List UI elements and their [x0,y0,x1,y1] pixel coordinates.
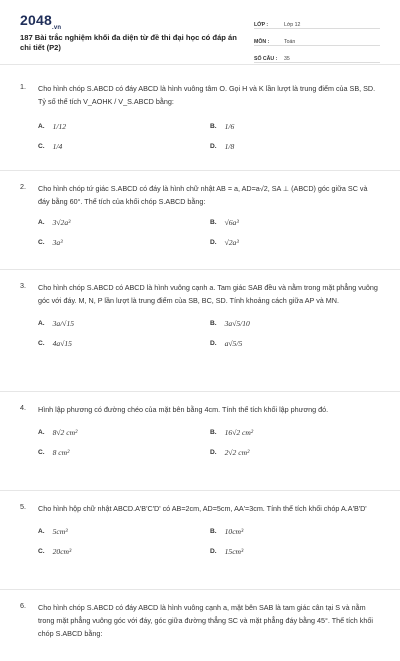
answer-option-a[interactable] [38,116,210,136]
meta-value: Toán [284,39,296,45]
meta-row-subject [254,31,380,46]
answer-option-d[interactable] [210,541,360,561]
document-meta [254,14,380,65]
option-letter: A. [38,428,45,436]
question-item [0,70,400,171]
logo-suffix: .vn [51,24,62,31]
question-number: 1. [20,82,26,91]
answer-options [38,422,380,462]
option-value: √6a³ [224,217,239,227]
option-value: 3a/√15 [52,318,75,328]
meta-value: 35 [284,56,290,62]
option-value: 8√2 cm² [52,427,78,437]
question-text: Cho hình chóp S.ABCD có đáy ABCD là hình vuông cạnh a, mặt bên SAB là tam giác cân tại S và nằm trong mặt phẳng vuông góc với đáy, góc giữa đường thẳng SC và mặt phẳng đáy bằng 45°. Thể tích khối chóp S.ABCD bằng: [38,603,373,638]
question-number: 2. [20,182,26,191]
option-value: 1/6 [224,121,235,131]
answer-option-b[interactable] [210,212,360,232]
option-value: 1/12 [52,121,67,131]
answer-option-d[interactable] [210,136,360,156]
option-value: 10cm³ [224,526,244,536]
site-logo[interactable] [20,12,61,31]
option-letter: C. [38,547,45,555]
answer-option-c[interactable] [38,442,210,462]
option-letter: A. [38,122,45,130]
meta-value: Lớp 12 [284,22,301,28]
answer-options [38,116,380,156]
option-letter: C. [38,238,45,246]
option-value: 1/8 [224,141,235,151]
option-value: 20cm³ [52,546,72,556]
question-item [0,590,400,661]
answer-option-d[interactable] [210,442,360,462]
answer-options [38,313,380,353]
option-letter: B. [210,122,217,130]
document-title: 187 Bài trắc nghiệm khối đa diện từ đề thi đại học có đáp án chi tiết (P2) [20,33,237,52]
question-item [0,270,400,392]
option-value: 3a√5/10 [224,318,250,328]
option-value: 8 cm² [52,447,70,457]
answer-option-c[interactable] [38,541,210,561]
question-text: Cho hình chóp S.ABCD có đáy ABCD là hình vuông tâm O. Gọi H và K lần lượt là trung điểm của SB, SD. Tỷ số thể tích V_AOHK / V_S.ABCD bằng: [38,84,376,106]
option-value: 15cm³ [224,546,244,556]
option-value: 1/4 [52,141,63,151]
meta-label: MÔN : [254,39,270,45]
option-letter: A. [38,218,45,226]
option-value: 3a³ [52,237,63,247]
option-value: 4a√15 [52,338,72,348]
answer-option-a[interactable] [38,212,210,232]
option-letter: C. [38,448,45,456]
question-number: 3. [20,281,26,290]
meta-label: LỚP : [254,22,269,28]
meta-label: SỐ CÂU : [254,56,278,62]
option-letter: D. [210,339,217,347]
answer-option-b[interactable] [210,422,360,442]
option-value: 5cm³ [52,526,68,536]
option-value: 2√2 cm² [224,447,250,457]
answer-option-c[interactable] [38,136,210,156]
option-letter: B. [210,527,217,535]
meta-row-count [254,48,380,63]
question-item [0,491,400,590]
answer-option-a[interactable] [38,313,210,333]
option-value: 16√2 cm² [224,427,254,437]
answer-options [38,212,380,252]
logo-text: 2048 [20,12,52,28]
option-letter: D. [210,448,217,456]
answer-option-a[interactable] [38,422,210,442]
answer-option-d[interactable] [210,232,360,252]
answer-option-c[interactable] [38,232,210,252]
answer-option-c[interactable] [38,333,210,353]
answer-options [38,521,380,561]
answer-option-b[interactable] [210,313,360,333]
option-letter: C. [38,339,45,347]
option-value: √2a³ [224,237,239,247]
answer-option-a[interactable] [38,521,210,541]
question-item [0,171,400,270]
option-letter: A. [38,319,45,327]
question-text: Cho hình chóp tứ giác S.ABCD có đáy là hình chữ nhật AB = a, AD=a√2, SA ⊥ (ABCD) góc giữa SC và đáy bằng 60°. Thể tích của khối chóp S.ABCD bằng: [38,184,368,206]
option-letter: B. [210,319,217,327]
question-number: 4. [20,403,26,412]
question-item [0,392,400,491]
question-text: Cho hình hộp chữ nhật ABCD.A'B'C'D' có AB=2cm, AD=5cm, AA'=3cm. Tính thể tích khối chóp A.A'B'D' [38,504,367,513]
question-number: 6. [20,601,26,610]
option-letter: D. [210,238,217,246]
option-value: a√5/5 [224,338,243,348]
question-number: 5. [20,502,26,511]
option-letter: C. [38,142,45,150]
question-text: Cho hình chóp S.ABCD có ABCD là hình vuông cạnh a. Tam giác SAB đều và nằm trong mặt phẳng vuông góc với đáy. M, N, P lần lượt là trung điểm của SB, BC, SD. Tính khoảng cách giữa AP và MN. [38,283,378,305]
option-letter: D. [210,142,217,150]
answer-option-d[interactable] [210,333,360,353]
meta-row-class [254,14,380,29]
answer-option-b[interactable] [210,116,360,136]
answer-option-b[interactable] [210,521,360,541]
option-letter: A. [38,527,45,535]
question-text: Hình lập phương có đường chéo của mặt bên bằng 4cm. Tính thể tích khối lập phương đó. [38,405,329,414]
option-letter: B. [210,428,217,436]
option-value: 3√2a³ [52,217,71,227]
document-header [0,0,400,65]
option-letter: B. [210,218,217,226]
question-list [0,70,400,661]
option-letter: D. [210,547,217,555]
